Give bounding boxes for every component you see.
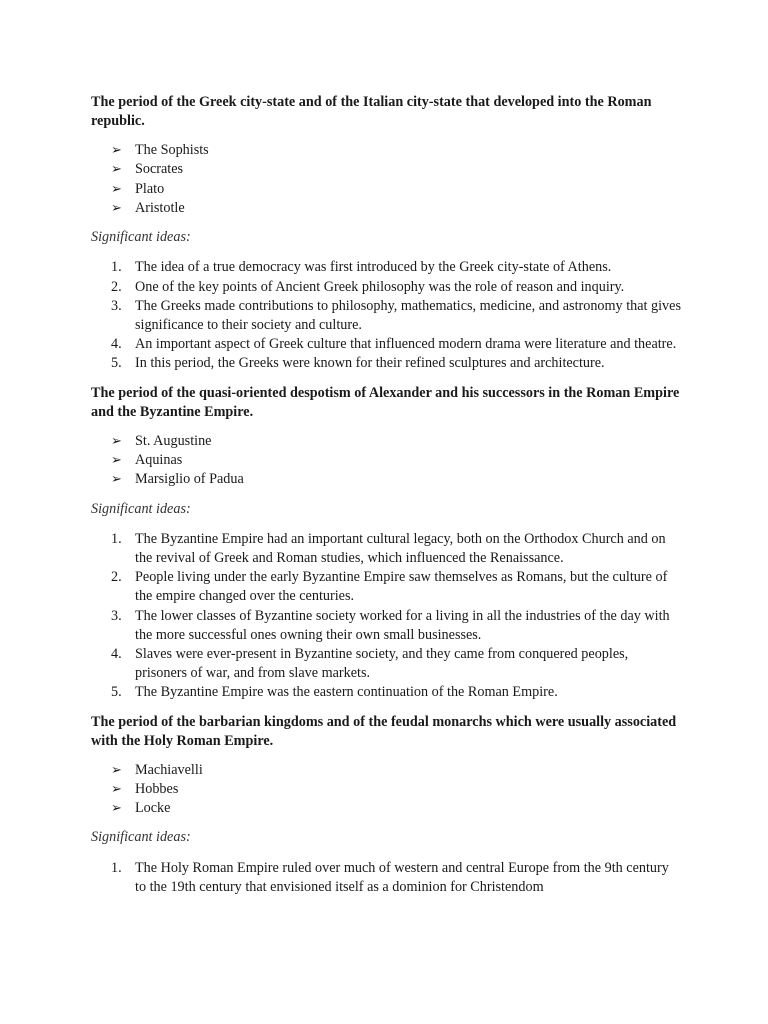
list-item: ➢ Marsiglio of Padua — [91, 470, 681, 489]
arrow-bullet-icon: ➢ — [111, 433, 122, 449]
significant-ideas-label: Significant ideas: — [91, 500, 191, 517]
ideas-list — [91, 530, 681, 703]
list-item: 4. Slaves were ever-present in Byzantine society, and they came from conquered peoples, prisoners of war, and from slave markets. — [111, 645, 629, 682]
arrow-bullet-icon: ➢ — [111, 200, 122, 216]
arrow-bullet-icon: ➢ — [111, 162, 122, 178]
document-page — [91, 93, 681, 907]
section-title: The period of the quasi-oriented despotism of Alexander and his successors in the Roman Empire and the Byzantine Empire. — [91, 384, 680, 420]
arrow-bullet-icon: ➢ — [111, 801, 122, 817]
list-item: 5. The Byzantine Empire was the eastern continuation of the Roman Empire. — [111, 684, 558, 701]
ideas-list — [91, 258, 681, 373]
list-item: ➢ Socrates — [91, 160, 681, 179]
list-item: ➢ The Sophists — [91, 141, 681, 160]
significant-ideas-label: Significant ideas: — [91, 829, 191, 846]
list-item: ➢ Aristotle — [91, 199, 681, 218]
list-item: ➢ Plato — [91, 180, 681, 199]
arrow-bullet-icon: ➢ — [111, 181, 122, 197]
significant-ideas-label: Significant ideas: — [91, 229, 191, 246]
section-title: The period of the barbarian kingdoms and of the feudal monarchs which were usually associated with the Holy Roman Empire. — [91, 713, 677, 749]
arrow-bullet-icon: ➢ — [111, 452, 122, 468]
arrow-bullet-icon: ➢ — [111, 762, 122, 778]
list-item: 1. The Holy Roman Empire ruled over much of western and central Europe from the 9th century to the 19th century that envisioned itself as a dominion for Christendom — [111, 859, 669, 895]
section-title: The period of the Greek city-state and of the Italian city-state that developed into the Roman republic. — [91, 94, 652, 129]
list-item: 4. An important aspect of Greek culture that influenced modern drama were literature and theatre. — [111, 336, 677, 353]
arrow-bullet-icon: ➢ — [111, 781, 122, 797]
list-item: 1. The idea of a true democracy was first introduced by the Greek city-state of Athens. — [111, 259, 612, 276]
list-item: ➢ Machiavelli — [91, 761, 681, 780]
arrow-bullet-icon: ➢ — [111, 472, 122, 488]
list-item: 1. The Byzantine Empire had an important cultural legacy, both on the Orthodox Church and on the revival of Greek and Roman studies, which influenced the Renaissance. — [111, 530, 666, 566]
list-item: 2. One of the key points of Ancient Greek philosophy was the role of reason and inquiry. — [111, 278, 625, 295]
list-item: 3. The Greeks made contributions to philosophy, mathematics, medicine, and astronomy that gives significance to their society and culture. — [111, 297, 681, 333]
philosopher-list — [91, 141, 681, 218]
list-item: ➢ Hobbes — [91, 780, 681, 799]
philosopher-list — [91, 432, 681, 490]
list-item: 3. The lower classes of Byzantine society worked for a living in all the industries of the day with the more successful ones owning their own small businesses. — [111, 607, 670, 643]
section-barbarian-kingdoms — [91, 713, 681, 898]
arrow-bullet-icon: ➢ — [111, 143, 122, 158]
list-item: ➢ Locke — [91, 799, 681, 818]
section-greek-city-state — [91, 93, 681, 374]
ideas-list — [91, 859, 681, 897]
list-item: ➢ St. Augustine — [91, 432, 681, 451]
section-byzantine — [91, 384, 681, 703]
list-item: 5. In this period, the Greeks were known for their refined sculptures and architecture. — [111, 355, 605, 372]
list-item: ➢ Aquinas — [91, 451, 681, 470]
philosopher-list — [91, 761, 681, 819]
list-item: 2. People living under the early Byzantine Empire saw themselves as Romans, but the culture of the empire changed over the centuries. — [111, 569, 668, 605]
